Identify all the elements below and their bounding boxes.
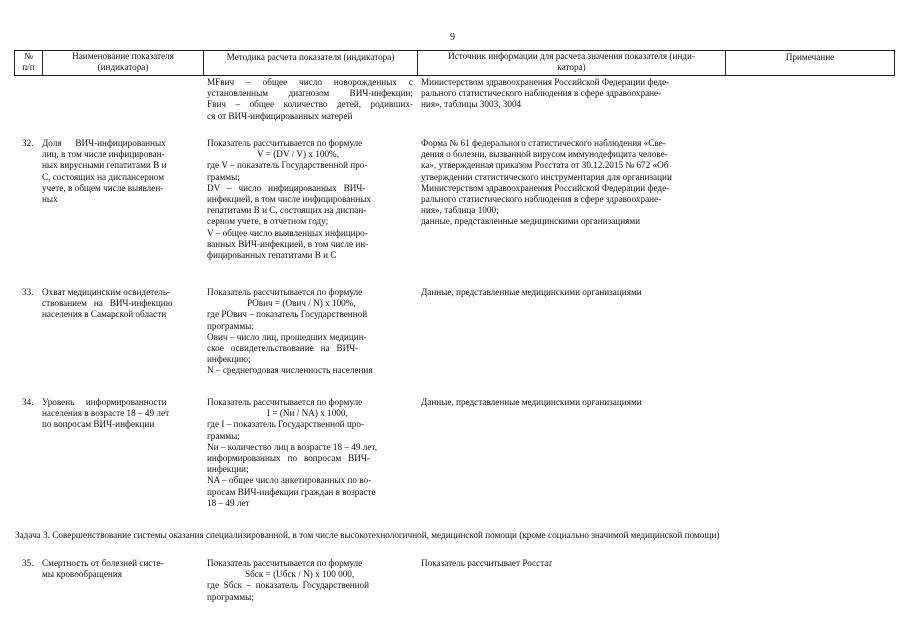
row-name: Смертность от болезней систе- мы кровообращения [42, 558, 164, 580]
task-heading: Задача 3. Совершенствование системы оказания специализированной, в том числе высокотехнологичной, медицинской помощи (кроме социально значимой медицинской помощи) [15, 530, 720, 540]
header-col-number: № п/п [14, 50, 42, 76]
row-method: Показатель рассчитывается по формуле I = (Nи / NA) x 1000, где I – показатель Государственной про- граммы; Nи – количество лиц в возрасте 18 – 49 лет, информированных по вопросам ВИЧ- инфекции; NA – общее число анкетированных по во- просам ВИЧ-инфекции граждан в возрасте 18 – 49 лет [207, 397, 378, 508]
header-col-name: Наименование показателя (индикатора) [42, 50, 203, 76]
row-source: Данные, представленные медицинскими организациями [421, 287, 642, 297]
row-method: Показатель рассчитывается по формуле POвич = (Oвич / N) x 100%, где POвич – показатель Государственной программы; Oвич – число лиц, прошедших медицин- ское освидетельствование на ВИЧ- инфекцию; N – среднегодовая численность населения [207, 287, 373, 376]
row-source: Показатель рассчитывает Росстат [421, 558, 553, 568]
row-name: Доля ВИЧ-инфицированных лиц, в том числе инфицирован- ных вирусными гепатитами В и С, состоящих на диспансерном учете, в общем числе выявлен- ных [42, 138, 167, 205]
row-name: Уровень информированности населения в возрасте 18 – 49 лет по вопросам ВИЧ-инфекции [42, 397, 170, 430]
row-number: 32. [22, 138, 34, 148]
header-col-method: Методика расчета показателя (индикатора) [203, 50, 417, 76]
row-source: Данные, представленные медицинскими организациями [421, 397, 642, 407]
row-source: Форма № 61 федерального статистического наблюдения «Све- дения о болезни, вызванной вирусом иммунодефицита челове- ка», утвержденная приказом Росстата от 30.12.2015 № 672 «Об утверждении статистического инструментария для организации Министерством здравоохранения Российской Федерации феде- рального статистического наблюдения в сфере здравоохране- ния», таблица 1000; данные, представленные медицинскими организациями [421, 138, 672, 227]
row-number: 35. [22, 558, 34, 568]
row-number: 34. [22, 397, 34, 407]
row-name: Охват медицинским освидетель- ствованием на ВИЧ-инфекцию населения в Самарской области [42, 287, 173, 320]
header-col-note: Примечание [725, 50, 895, 76]
continuation-source: Министерством здравоохранения Российской Федерации феде- рального статистического наблюдения в сфере здравоохране- ния», таблицы 3003, 3004 [421, 77, 670, 110]
page-number: 9 [450, 32, 455, 43]
continuation-method: MFвич – общее число новорожденных с установленным диагнозом ВИЧ-инфекции; Fвич – общее количество детей, родивших- ся от ВИЧ-инфицированных матерей [207, 77, 413, 121]
row-number: 33. [22, 287, 34, 297]
header-col-source: Источник информации для расчета значения показателя (инди- катора) [417, 50, 725, 76]
row-method: Показатель рассчитывается по формуле Sбск = (Uбск / N) x 100 000, где Sбск – показатель Государственной программы; [207, 558, 370, 602]
row-method: Показатель рассчитывается по формуле V = (DV / V) x 100%, где V – показатель Государственной про- граммы; DV – число инфицированных ВИЧ- инфекцией, в том числе инфицированных гепатитами В и С, состоящих на диспан- серном учете, в отчетном году; V – общее число выявленных инфициро- ванных ВИЧ-инфекцией, в том числе ин- фицированных гепатитами В и С [207, 138, 372, 261]
